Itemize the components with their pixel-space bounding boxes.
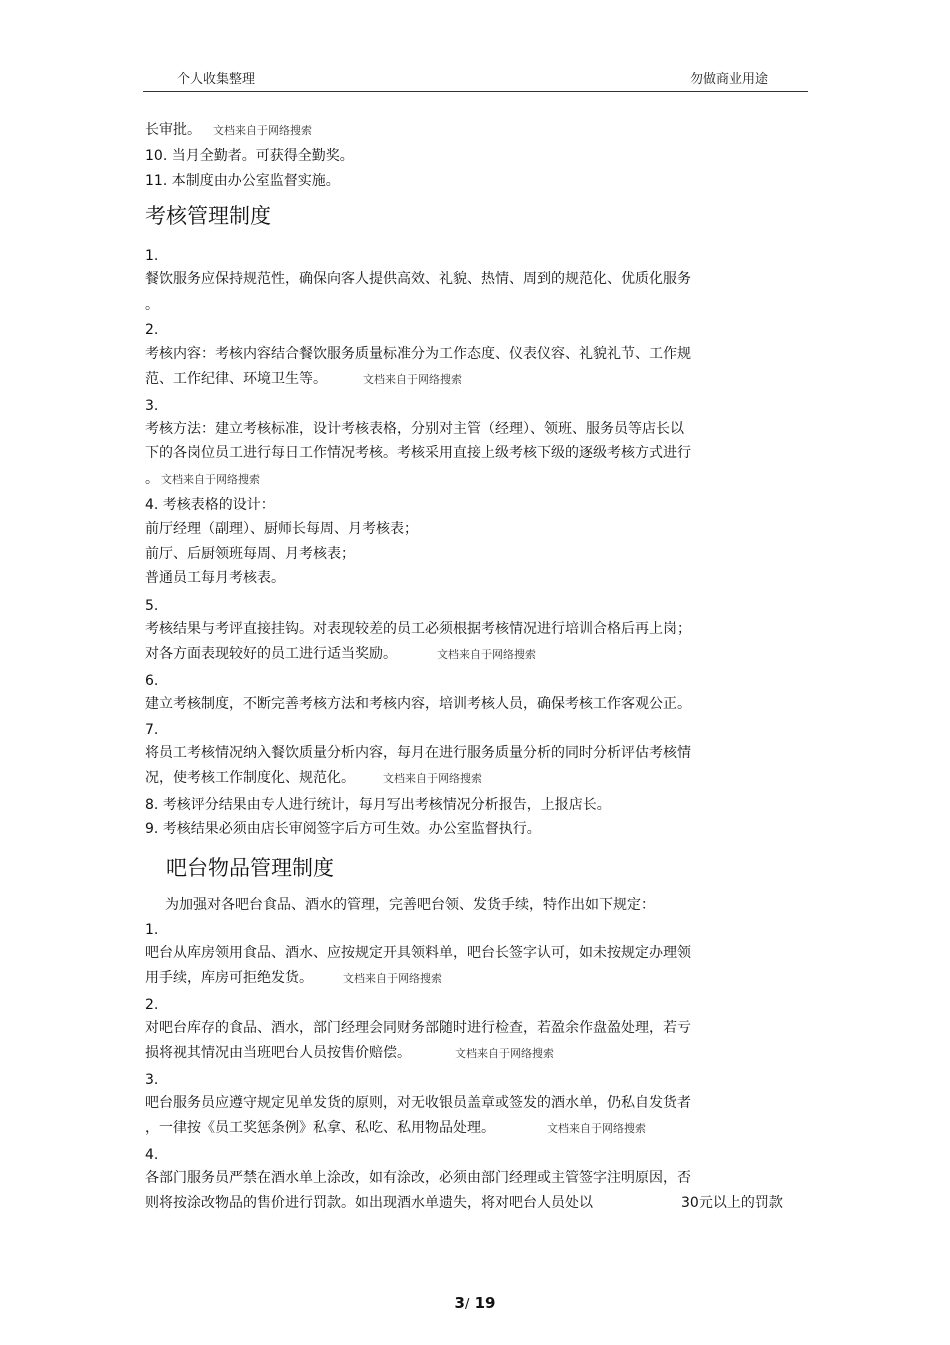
item-number: 2. [145,997,159,1013]
item-number: 7. [145,722,159,738]
intro-line: 10. 当月全勤者。可获得全勤奖。 [145,148,354,164]
item-number: 5. [145,598,159,614]
page-separator: / [464,1297,470,1312]
paragraph-line: 餐饮服务应保持规范性，确保向客人提供高效、礼貌、热情、周到的规范化、优质化服务 [145,271,691,287]
source-note: 文档来自于网络搜索 [213,124,312,137]
paragraph-line: 8. 考核评分结果由专人进行统计，每月写出考核情况分析报告，上报店长。 [145,797,611,813]
header-rule [143,91,808,92]
item-number: 3. [145,1072,159,1088]
item-number: 4. [145,1147,159,1163]
paragraph-line: 各部门服务员严禁在酒水单上涂改，如有涂改，必须由部门经理或主管签字注明原因，否 [145,1170,691,1186]
paragraph-line: 吧台服务员应遵守规定见单发货的原则，对无收银员盖章或签发的酒水单，仍私自发货者 [145,1095,691,1111]
item-number: 6. [145,673,159,689]
paragraph-line: 则将按涂改物品的售价进行罚款。如出现酒水单遗失，将对吧台人员处以 [145,1195,593,1211]
source-note: 文档来自于网络搜索 [161,473,260,486]
paragraph-line: 况，使考核工作制度化、规范化。 文档来自于网络搜索 [145,770,482,786]
section-title: 考核管理制度 [145,204,271,228]
paragraph-line: 前厅经理（副理）、厨师长每周、月考核表； [145,521,418,537]
paragraph-line: 4. 考核表格的设计： [145,497,275,513]
paragraph-line: 将员工考核情况纳入餐饮质量分析内容，每月在进行服务质量分析的同时分析评估考核情 [145,745,691,761]
intro-line: 长审批。 文档来自于网络搜索 [145,122,312,138]
item-number: 1. [145,922,159,938]
item-number: 1. [145,248,159,264]
source-note: 文档来自于网络搜索 [343,972,442,985]
intro-line: 11. 本制度由办公室监督实施。 [145,173,340,189]
paragraph-line: 普通员工每月考核表。 [145,570,285,586]
item-number: 3. [145,398,159,414]
source-note: 文档来自于网络搜索 [383,772,482,785]
paragraph-line: 为加强对各吧台食品、酒水的管理，完善吧台领、发货手续，特作出如下规定： [165,897,655,913]
current-page: 3 [454,1294,465,1312]
paragraph-line: 对各方面表现较好的员工进行适当奖励。 文档来自于网络搜索 [145,646,536,662]
paragraph-line: 考核方法：建立考核标准，设计考核表格，分别对主管（经理）、领班、服务员等店长以 [145,421,684,437]
paragraph-line: 建立考核制度，不断完善考核方法和考核内容，培训考核人员，确保考核工作客观公正。 [145,696,691,712]
total-pages: 19 [474,1294,496,1312]
header-right: 勿做商业用途 [690,72,769,87]
paragraph-line: 考核结果与考评直接挂钩。对表现较差的员工必须根据考核情况进行培训合格后再上岗； [145,621,691,637]
paragraph-line: 前厅、后厨领班每周、月考核表； [145,546,355,562]
paragraph-line-fragment: 30元以上的罚款 [681,1195,783,1211]
paragraph-line: 损将视其情况由当班吧台人员按售价赔偿。 文档来自于网络搜索 [145,1045,554,1061]
paragraph-line: 考核内容：考核内容结合餐饮服务质量标准分为工作态度、仪表仪容、礼貌礼节、工作规 [145,346,691,362]
section-title: 吧台物品管理制度 [166,856,334,880]
page-number [0,1294,950,1312]
paragraph-line: 。 [145,297,159,313]
source-note: 文档来自于网络搜索 [547,1122,646,1135]
source-note: 文档来自于网络搜索 [455,1047,554,1060]
paragraph-line: 范、工作纪律、环境卫生等。 文档来自于网络搜索 [145,371,462,387]
paragraph-line: ，一律按《员工奖惩条例》私拿、私吃、私用物品处理。 文档来自于网络搜索 [145,1120,646,1136]
paragraph-line: 。 文档来自于网络搜索 [145,471,260,487]
paragraph-line: 吧台从库房领用食品、酒水、应按规定开具领料单，吧台长签字认可，如未按规定办理领 [145,945,691,961]
source-note: 文档来自于网络搜索 [437,648,536,661]
item-number: 2. [145,322,159,338]
paragraph-line: 下的各岗位员工进行每日工作情况考核。考核采用直接上级考核下级的逐级考核方式进行 [145,445,691,461]
header-left: 个人收集整理 [177,72,256,87]
paragraph-line: 对吧台库存的食品、酒水，部门经理会同财务部随时进行检查，若盈余作盘盈处理，若亏 [145,1020,691,1036]
paragraph-line: 用手续，库房可拒绝发货。 文档来自于网络搜索 [145,970,442,986]
source-note: 文档来自于网络搜索 [363,373,462,386]
paragraph-line: 9. 考核结果必须由店长审阅签字后方可生效。办公室监督执行。 [145,821,541,837]
